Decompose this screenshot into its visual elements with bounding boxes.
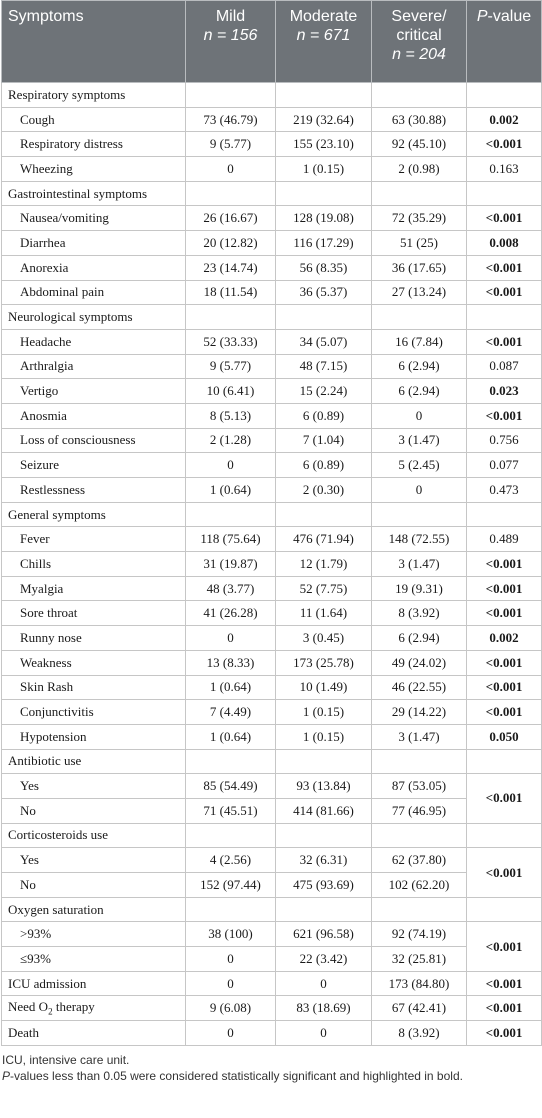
mild-value: 9 (5.77) — [186, 132, 276, 157]
p-value: 0.002 — [467, 626, 542, 651]
table-row — [2, 996, 542, 1021]
moderate-value: 155 (23.10) — [276, 132, 372, 157]
empty-cell — [186, 749, 276, 774]
row-label: ICU admission — [2, 971, 186, 996]
table-row — [2, 280, 542, 305]
table-row — [2, 1021, 542, 1046]
row-label: Sore throat — [2, 601, 186, 626]
severe-value: 36 (17.65) — [372, 255, 467, 280]
header-pvalue: P-value — [467, 1, 542, 83]
p-value: 0.008 — [467, 231, 542, 256]
table-row — [2, 527, 542, 552]
corticosteroids-p-value: <0.001 — [467, 848, 542, 897]
moderate-value: 128 (19.08) — [276, 206, 372, 231]
mild-value: 41 (26.28) — [186, 601, 276, 626]
moderate-value: 1 (0.15) — [276, 724, 372, 749]
severe-value: 16 (7.84) — [372, 329, 467, 354]
p-value: 0.489 — [467, 527, 542, 552]
table-row — [2, 478, 542, 503]
group-header-row — [2, 749, 542, 774]
row-label: Chills — [2, 552, 186, 577]
empty-cell — [467, 897, 542, 922]
severe-value: 29 (14.22) — [372, 700, 467, 725]
oxygen-p-value: <0.001 — [467, 922, 542, 971]
moderate-value: 10 (1.49) — [276, 675, 372, 700]
table-row — [2, 848, 542, 873]
empty-cell — [372, 502, 467, 527]
mild-value: 9 (6.08) — [186, 996, 276, 1021]
moderate-value: 11 (1.64) — [276, 601, 372, 626]
row-label: Hypotension — [2, 724, 186, 749]
row-label: Diarrhea — [2, 231, 186, 256]
mild-value: 85 (54.49) — [186, 774, 276, 799]
row-label: ≤93% — [2, 947, 186, 972]
footnote-abbreviation: ICU, intensive care unit. — [2, 1052, 130, 1067]
row-label: Conjunctivitis — [2, 700, 186, 725]
table-row — [2, 774, 542, 799]
antibiotic-p-value: <0.001 — [467, 774, 542, 823]
row-label: Restlessness — [2, 478, 186, 503]
mild-value: 2 (1.28) — [186, 428, 276, 453]
moderate-value: 34 (5.07) — [276, 329, 372, 354]
row-label: Skin Rash — [2, 675, 186, 700]
group-header-row — [2, 181, 542, 206]
empty-cell — [186, 823, 276, 848]
table-row — [2, 626, 542, 651]
mild-value: 48 (3.77) — [186, 576, 276, 601]
moderate-value: 6 (0.89) — [276, 403, 372, 428]
group-header-row — [2, 83, 542, 108]
moderate-value: 0 — [276, 1021, 372, 1046]
mild-value: 7 (4.49) — [186, 700, 276, 725]
empty-cell — [276, 181, 372, 206]
table-row — [2, 601, 542, 626]
row-label: Headache — [2, 329, 186, 354]
p-value: <0.001 — [467, 1021, 542, 1046]
mild-value: 152 (97.44) — [186, 873, 276, 898]
severe-value: 92 (45.10) — [372, 132, 467, 157]
moderate-value: 48 (7.15) — [276, 354, 372, 379]
group-header-row — [2, 305, 542, 330]
moderate-value: 476 (71.94) — [276, 527, 372, 552]
row-label: Vertigo — [2, 379, 186, 404]
empty-cell — [276, 83, 372, 108]
mild-value: 18 (11.54) — [186, 280, 276, 305]
row-label: Anorexia — [2, 255, 186, 280]
p-value: <0.001 — [467, 403, 542, 428]
p-value: <0.001 — [467, 132, 542, 157]
moderate-value: 475 (93.69) — [276, 873, 372, 898]
row-label: Fever — [2, 527, 186, 552]
severe-value: 27 (13.24) — [372, 280, 467, 305]
mild-value: 0 — [186, 947, 276, 972]
row-label: Arthralgia — [2, 354, 186, 379]
header-symptoms: Symptoms — [2, 1, 186, 83]
table-row — [2, 675, 542, 700]
row-label: Runny nose — [2, 626, 186, 651]
group-title: Oxygen saturation — [2, 897, 186, 922]
moderate-value: 93 (13.84) — [276, 774, 372, 799]
p-value: 0.002 — [467, 107, 542, 132]
moderate-value: 52 (7.75) — [276, 576, 372, 601]
p-value: 0.050 — [467, 724, 542, 749]
p-value: <0.001 — [467, 329, 542, 354]
mild-value: 0 — [186, 157, 276, 182]
moderate-value: 36 (5.37) — [276, 280, 372, 305]
moderate-value: 3 (0.45) — [276, 626, 372, 651]
moderate-value: 15 (2.24) — [276, 379, 372, 404]
moderate-value: 0 — [276, 971, 372, 996]
mild-value: 23 (14.74) — [186, 255, 276, 280]
p-value: <0.001 — [467, 675, 542, 700]
table-row — [2, 873, 542, 898]
severe-value: 173 (84.80) — [372, 971, 467, 996]
p-value: <0.001 — [467, 280, 542, 305]
group-title: Neurological symptoms — [2, 305, 186, 330]
p-value: <0.001 — [467, 206, 542, 231]
empty-cell — [186, 502, 276, 527]
empty-cell — [467, 502, 542, 527]
p-value: 0.087 — [467, 354, 542, 379]
severe-value: 3 (1.47) — [372, 428, 467, 453]
moderate-value: 83 (18.69) — [276, 996, 372, 1021]
empty-cell — [186, 305, 276, 330]
severe-value: 3 (1.47) — [372, 724, 467, 749]
table-row — [2, 798, 542, 823]
empty-cell — [186, 83, 276, 108]
mild-value: 10 (6.41) — [186, 379, 276, 404]
row-label: Yes — [2, 848, 186, 873]
table-row — [2, 552, 542, 577]
moderate-value: 7 (1.04) — [276, 428, 372, 453]
moderate-value: 32 (6.31) — [276, 848, 372, 873]
p-value: <0.001 — [467, 552, 542, 577]
moderate-value: 173 (25.78) — [276, 650, 372, 675]
p-value: <0.001 — [467, 971, 542, 996]
p-value: 0.077 — [467, 453, 542, 478]
header-moderate-n: n = 671 — [296, 27, 351, 44]
mild-value: 0 — [186, 626, 276, 651]
row-label: Wheezing — [2, 157, 186, 182]
group-header-row — [2, 502, 542, 527]
table-row — [2, 428, 542, 453]
row-label: No — [2, 798, 186, 823]
moderate-value: 22 (3.42) — [276, 947, 372, 972]
row-label: Nausea/vomiting — [2, 206, 186, 231]
severe-value: 6 (2.94) — [372, 379, 467, 404]
group-title: Corticosteroids use — [2, 823, 186, 848]
table-row — [2, 971, 542, 996]
group-title: Gastrointestinal symptoms — [2, 181, 186, 206]
moderate-value: 1 (0.15) — [276, 700, 372, 725]
severe-value: 46 (22.55) — [372, 675, 467, 700]
table-row — [2, 453, 542, 478]
severe-value: 2 (0.98) — [372, 157, 467, 182]
p-value: <0.001 — [467, 601, 542, 626]
p-value: <0.001 — [467, 700, 542, 725]
mild-value: 20 (12.82) — [186, 231, 276, 256]
mild-value: 73 (46.79) — [186, 107, 276, 132]
row-label: Seizure — [2, 453, 186, 478]
header-severe: Severe/ critical n = 204 — [372, 1, 467, 83]
table-row — [2, 255, 542, 280]
empty-cell — [372, 749, 467, 774]
row-label: Yes — [2, 774, 186, 799]
p-value: <0.001 — [467, 255, 542, 280]
moderate-value: 56 (8.35) — [276, 255, 372, 280]
table-body — [2, 83, 542, 1046]
empty-cell — [372, 305, 467, 330]
severe-value: 49 (24.02) — [372, 650, 467, 675]
p-value: 0.756 — [467, 428, 542, 453]
p-value: 0.473 — [467, 478, 542, 503]
severe-value: 5 (2.45) — [372, 453, 467, 478]
moderate-value: 1 (0.15) — [276, 157, 372, 182]
severe-value: 148 (72.55) — [372, 527, 467, 552]
table-footnotes — [0, 1046, 542, 1084]
severe-value: 77 (46.95) — [372, 798, 467, 823]
table-row — [2, 329, 542, 354]
mild-value: 4 (2.56) — [186, 848, 276, 873]
moderate-value: 414 (81.66) — [276, 798, 372, 823]
severe-value: 19 (9.31) — [372, 576, 467, 601]
row-label: Anosmia — [2, 403, 186, 428]
mild-value: 52 (33.33) — [186, 329, 276, 354]
p-value: 0.163 — [467, 157, 542, 182]
empty-cell — [276, 823, 372, 848]
moderate-value: 12 (1.79) — [276, 552, 372, 577]
empty-cell — [276, 749, 372, 774]
p-value: <0.001 — [467, 650, 542, 675]
empty-cell — [372, 181, 467, 206]
row-label: >93% — [2, 922, 186, 947]
empty-cell — [467, 305, 542, 330]
empty-cell — [467, 181, 542, 206]
table-row — [2, 354, 542, 379]
mild-value: 31 (19.87) — [186, 552, 276, 577]
severe-value: 92 (74.19) — [372, 922, 467, 947]
header-severe-n: n = 204 — [392, 46, 446, 63]
p-value: 0.023 — [467, 379, 542, 404]
moderate-value: 621 (96.58) — [276, 922, 372, 947]
moderate-value: 219 (32.64) — [276, 107, 372, 132]
header-mild: Mild n = 156 — [186, 1, 276, 83]
p-value: <0.001 — [467, 996, 542, 1021]
table-row — [2, 403, 542, 428]
severe-value: 3 (1.47) — [372, 552, 467, 577]
mild-value: 71 (45.51) — [186, 798, 276, 823]
empty-cell — [186, 181, 276, 206]
mild-value: 0 — [186, 1021, 276, 1046]
empty-cell — [372, 897, 467, 922]
severe-value: 51 (25) — [372, 231, 467, 256]
p-value: <0.001 — [467, 576, 542, 601]
row-label: No — [2, 873, 186, 898]
empty-cell — [467, 823, 542, 848]
footnote-pvalue: P-values less than 0.05 were considered statistically significant and highlighted in bold. — [2, 1068, 463, 1083]
group-title: General symptoms — [2, 502, 186, 527]
row-label: Need $O_2$ therapy — [2, 996, 186, 1021]
table-row — [2, 157, 542, 182]
severe-value: 87 (53.05) — [372, 774, 467, 799]
table-row — [2, 231, 542, 256]
empty-cell — [276, 305, 372, 330]
group-title: Antibiotic use — [2, 749, 186, 774]
symptoms-table — [1, 0, 542, 1046]
mild-value: 0 — [186, 971, 276, 996]
empty-cell — [186, 897, 276, 922]
severe-value: 32 (25.81) — [372, 947, 467, 972]
row-label: Loss of consciousness — [2, 428, 186, 453]
severe-value: 8 (3.92) — [372, 601, 467, 626]
table-row — [2, 132, 542, 157]
severe-value: 0 — [372, 478, 467, 503]
empty-cell — [467, 83, 542, 108]
severe-value: 6 (2.94) — [372, 354, 467, 379]
row-label: Respiratory distress — [2, 132, 186, 157]
table-row — [2, 922, 542, 947]
table-header — [2, 1, 542, 83]
moderate-value: 6 (0.89) — [276, 453, 372, 478]
mild-value: 26 (16.67) — [186, 206, 276, 231]
table-row — [2, 724, 542, 749]
severe-value: 8 (3.92) — [372, 1021, 467, 1046]
severe-value: 102 (62.20) — [372, 873, 467, 898]
moderate-value: 116 (17.29) — [276, 231, 372, 256]
severe-value: 63 (30.88) — [372, 107, 467, 132]
severe-value: 72 (35.29) — [372, 206, 467, 231]
mild-value: 38 (100) — [186, 922, 276, 947]
empty-cell — [372, 83, 467, 108]
mild-value: 1 (0.64) — [186, 478, 276, 503]
severe-value: 0 — [372, 403, 467, 428]
severe-value: 62 (37.80) — [372, 848, 467, 873]
moderate-value: 2 (0.30) — [276, 478, 372, 503]
table-row — [2, 650, 542, 675]
table-row — [2, 206, 542, 231]
empty-cell — [467, 749, 542, 774]
empty-cell — [276, 502, 372, 527]
header-moderate: Moderate n = 671 — [276, 1, 372, 83]
severe-value: 67 (42.41) — [372, 996, 467, 1021]
empty-cell — [372, 823, 467, 848]
mild-value: 1 (0.64) — [186, 675, 276, 700]
severe-value: 6 (2.94) — [372, 626, 467, 651]
row-label: Cough — [2, 107, 186, 132]
table-row — [2, 107, 542, 132]
mild-value: 13 (8.33) — [186, 650, 276, 675]
header-mild-n: n = 156 — [203, 27, 258, 44]
row-label: Weakness — [2, 650, 186, 675]
row-label: Myalgia — [2, 576, 186, 601]
mild-value: 1 (0.64) — [186, 724, 276, 749]
group-header-row — [2, 823, 542, 848]
mild-value: 118 (75.64) — [186, 527, 276, 552]
mild-value: 8 (5.13) — [186, 403, 276, 428]
group-header-row — [2, 897, 542, 922]
row-label: Abdominal pain — [2, 280, 186, 305]
mild-value: 0 — [186, 453, 276, 478]
mild-value: 9 (5.77) — [186, 354, 276, 379]
table-row — [2, 947, 542, 972]
group-title: Respiratory symptoms — [2, 83, 186, 108]
row-label: Death — [2, 1021, 186, 1046]
table-row — [2, 576, 542, 601]
table-row — [2, 379, 542, 404]
table-row — [2, 700, 542, 725]
empty-cell — [276, 897, 372, 922]
